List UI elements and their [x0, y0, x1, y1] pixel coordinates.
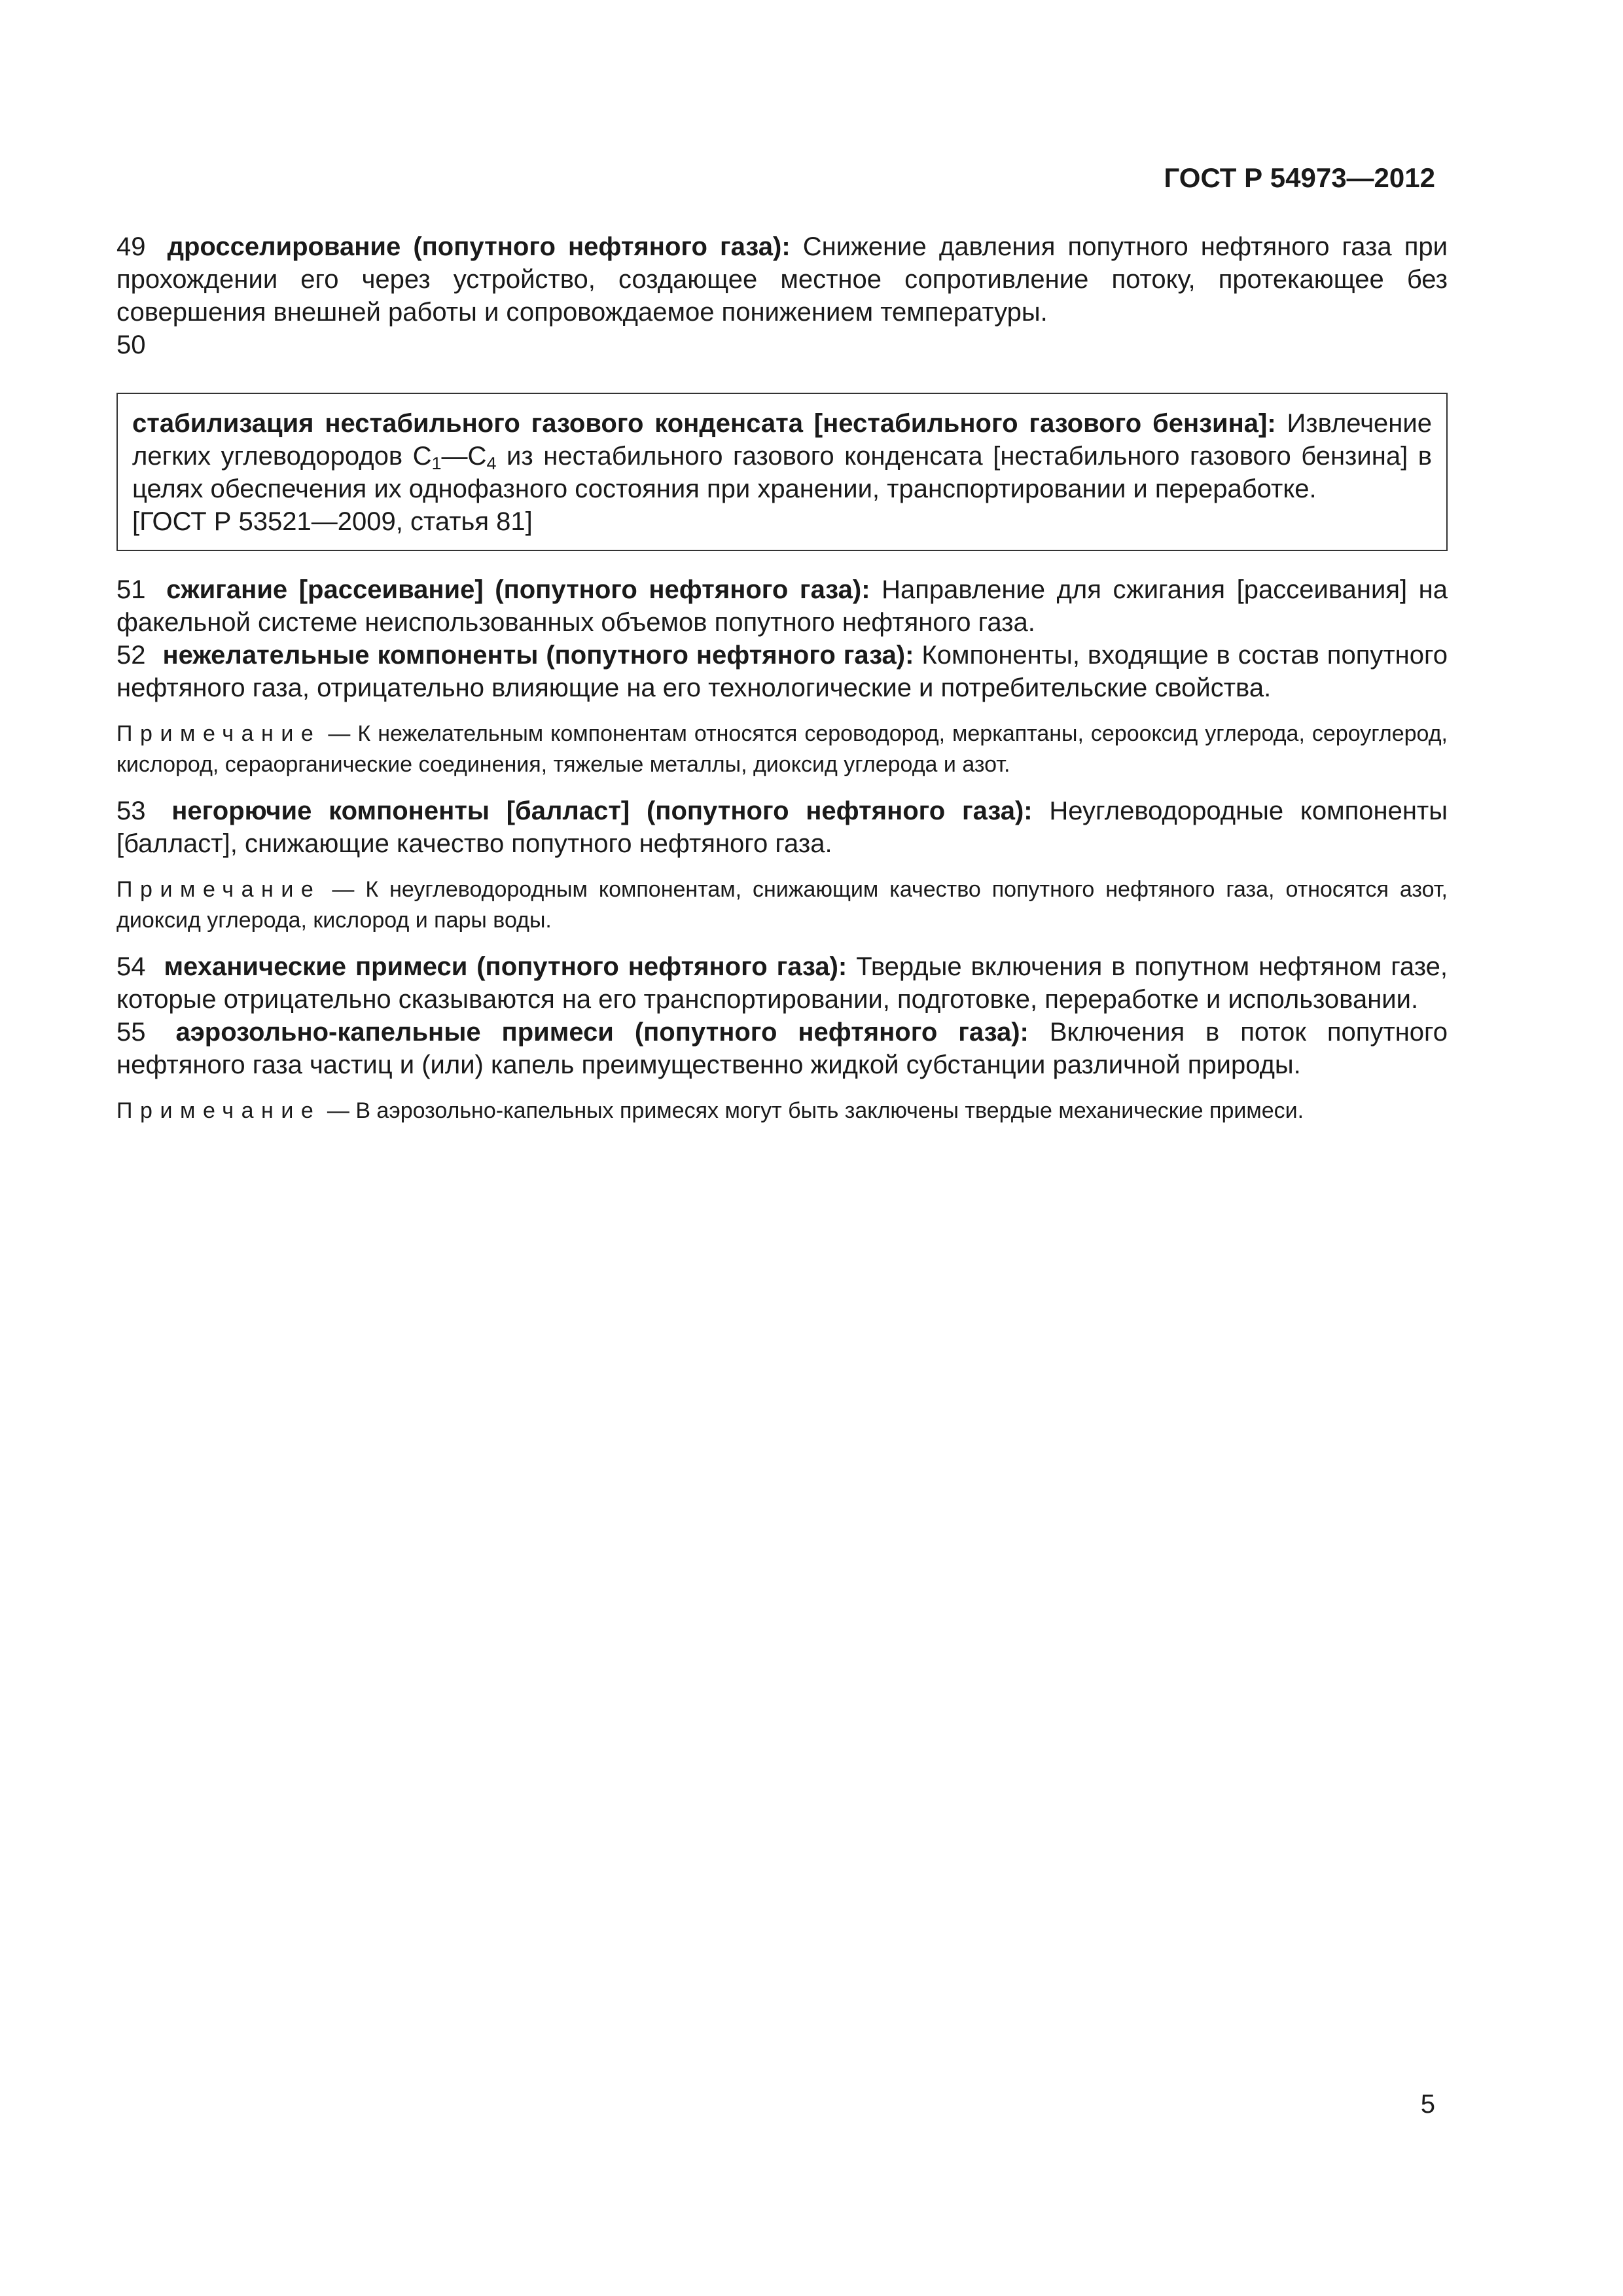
note-label: Примечание: [116, 1098, 321, 1123]
term-title: негорючие компоненты [балласт] (попутного нефтяного газа):: [171, 797, 1033, 825]
em-dash-c: —C: [441, 442, 487, 471]
term-definition: Включения в поток попутного нефтяного газа частиц и (или) капель преимущественно жидкой субстанции различной природы.: [116, 1018, 1448, 1079]
term-definition-part1: Извлечение легких углеводородов C: [132, 409, 1432, 471]
term-entry-50-box: [116, 393, 1448, 551]
note-text: К нежелательным компонентам относятся сероводород, меркаптаны, сероокcид углерода, сероуглерод, кислород, сераорганические соединения, тяжелые металлы, диоксид углерода и азот.: [116, 721, 1448, 777]
term-entry-51: [116, 573, 1448, 639]
term-number-50: 50: [116, 331, 146, 359]
note-dash: —: [321, 721, 358, 746]
term-definition: Твердые включения в попутном нефтяном газе, которые отрицательно сказываются на его транспортировании, подготовке, переработке и использовании.: [116, 952, 1448, 1014]
term-number: 49: [116, 232, 146, 261]
term-title: сжигание [рассеивание] (попутного нефтяного газа):: [166, 575, 870, 604]
subscript-4: 4: [486, 454, 497, 473]
note-text: К неуглеводородным компонентам, снижающим качество попутного нефтяного газа, относятся азот, диоксид углерода, кислород и пары воды.: [116, 877, 1448, 933]
note-label: Примечание: [116, 877, 321, 902]
terms-list: [116, 230, 1448, 1141]
term-number: 52: [116, 641, 146, 670]
subscript-1: 1: [431, 454, 442, 473]
document-code-header: ГОСТ Р 54973—2012: [1164, 162, 1435, 193]
term-number: 51: [116, 575, 146, 604]
term-definition: Направление для сжигания [рассеивания] на факельной системе неиспользованных объемов попутного нефтяного газа.: [116, 575, 1448, 637]
term-definition: Неуглеводородные компоненты [балласт], снижающие качество попутного нефтяного газа.: [116, 797, 1448, 858]
term-entry-49: [116, 230, 1448, 329]
page-number: 5: [1420, 2090, 1435, 2119]
term-definition-part2: из нестабильного газового конденсата [нестабильного газового бензина] в целях обеспечения их однофазного состояния при хранении, транспортировании и переработке.: [132, 442, 1432, 503]
term-entry-54: [116, 950, 1448, 1016]
term-title: аэрозольно-капельные примеси (попутного нефтяного газа):: [175, 1018, 1029, 1047]
note-53: [116, 874, 1448, 936]
term-entry-53: [116, 795, 1448, 860]
note-52: [116, 719, 1448, 780]
note-dash: —: [321, 1098, 356, 1123]
term-source-reference: [ГОСТ Р 53521—2009, статья 81]: [132, 507, 533, 536]
term-entry-55: [116, 1016, 1448, 1081]
term-entry-50: [132, 407, 1432, 505]
note-label: Примечание: [116, 721, 321, 746]
term-definition: Снижение давления попутного нефтяного газа при прохождении его через устройство, создающее местное сопротивление потоку, протекающее без совершения внешней работы и сопровождаемое понижением температуры.: [116, 232, 1448, 327]
term-title: стабилизация нестабильного газового конденсата [нестабильного газового бензина]:: [132, 409, 1276, 438]
term-number: 53: [116, 797, 146, 825]
term-definition: Компоненты, входящие в состав попутного нефтяного газа, отрицательно влияющие на его технологические и потребительские свойства.: [116, 641, 1448, 702]
term-number: 54: [116, 952, 146, 981]
term-number: 55: [116, 1018, 146, 1047]
note-text: В аэрозольно-капельных примесях могут быть заключены твердые механические примеси.: [355, 1098, 1304, 1123]
note-55: [116, 1096, 1448, 1126]
term-title: нежелательные компоненты (попутного нефтяного газа):: [162, 641, 914, 670]
note-dash: —: [321, 877, 366, 902]
term-title: механические примеси (попутного нефтяного газа):: [164, 952, 847, 981]
term-entry-52: [116, 639, 1448, 704]
term-title: дросселирование (попутного нефтяного газа):: [167, 232, 791, 261]
